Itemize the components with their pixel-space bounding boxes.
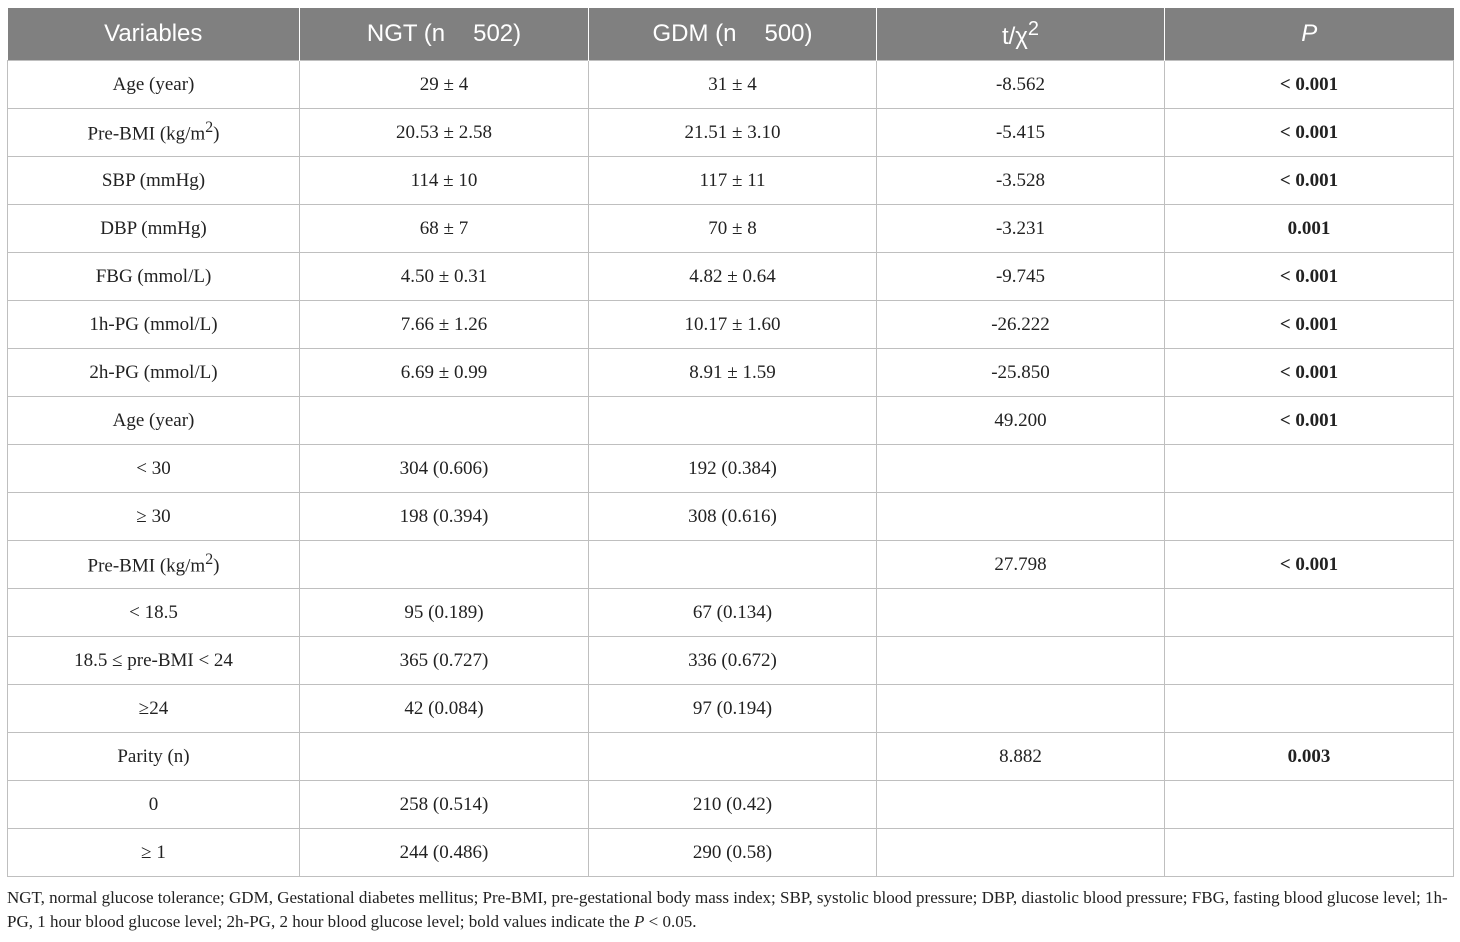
header-variables: Variables xyxy=(8,8,300,61)
table-row xyxy=(8,397,1454,445)
variable-label: 1h-PG (mmol/L) xyxy=(89,313,218,335)
cell-p xyxy=(1165,637,1454,685)
table-row xyxy=(8,445,1454,493)
cell-variable xyxy=(8,301,300,349)
cell-p: < 0.001 xyxy=(1165,157,1454,205)
cell-p xyxy=(1165,589,1454,637)
table-row xyxy=(8,157,1454,205)
cell-p: 0.003 xyxy=(1165,733,1454,781)
cell-ngt: 365 (0.727) xyxy=(300,637,589,685)
cell-gdm: 192 (0.384) xyxy=(589,445,877,493)
table-row xyxy=(8,733,1454,781)
cell-stat xyxy=(877,829,1165,877)
cell-p: < 0.001 xyxy=(1165,541,1454,589)
variable-suffix: ) xyxy=(213,123,220,145)
variable-label: Parity (n) xyxy=(117,745,190,767)
cell-p xyxy=(1165,493,1454,541)
table-footnote xyxy=(7,886,1457,934)
cell-gdm: 8.91 ± 1.59 xyxy=(589,349,877,397)
cell-gdm: 290 (0.58) xyxy=(589,829,877,877)
cell-stat xyxy=(877,493,1165,541)
cell-gdm: 336 (0.672) xyxy=(589,637,877,685)
cell-variable xyxy=(8,445,300,493)
cell-ngt: 244 (0.486) xyxy=(300,829,589,877)
cell-p: < 0.001 xyxy=(1165,253,1454,301)
table-row xyxy=(8,829,1454,877)
cell-ngt: 42 (0.084) xyxy=(300,685,589,733)
cell-p xyxy=(1165,685,1454,733)
table-row xyxy=(8,541,1454,589)
cell-p: < 0.001 xyxy=(1165,397,1454,445)
variable-label: 18.5 ≤ pre-BMI < 24 xyxy=(74,649,233,671)
cell-ngt: 68 ± 7 xyxy=(300,205,589,253)
cell-gdm: 70 ± 8 xyxy=(589,205,877,253)
cell-ngt: 95 (0.189) xyxy=(300,589,589,637)
cell-stat: -3.528 xyxy=(877,157,1165,205)
cell-p xyxy=(1165,781,1454,829)
cell-stat: -5.415 xyxy=(877,109,1165,157)
cell-stat: 8.882 xyxy=(877,733,1165,781)
cell-gdm xyxy=(589,397,877,445)
cell-gdm: 21.51 ± 3.10 xyxy=(589,109,877,157)
variable-sup: 2 xyxy=(205,119,214,137)
cell-stat: 49.200 xyxy=(877,397,1165,445)
table-container xyxy=(7,8,1453,877)
header-ngt-label: NGT (n xyxy=(366,20,446,47)
header-p: P xyxy=(1165,8,1454,61)
table-row xyxy=(8,205,1454,253)
cell-ngt xyxy=(300,733,589,781)
data-table xyxy=(7,8,1454,877)
table-row xyxy=(8,61,1454,109)
cell-variable xyxy=(8,397,300,445)
cell-stat: -25.850 xyxy=(877,349,1165,397)
variable-label: ≥ 1 xyxy=(141,841,166,863)
cell-variable xyxy=(8,61,300,109)
table-row xyxy=(8,589,1454,637)
cell-stat: -26.222 xyxy=(877,301,1165,349)
cell-ngt: 304 (0.606) xyxy=(300,445,589,493)
variable-sup: 2 xyxy=(205,551,214,569)
cell-p: 0.001 xyxy=(1165,205,1454,253)
cell-variable xyxy=(8,541,300,589)
table-row xyxy=(8,109,1454,157)
table-header xyxy=(8,8,1454,61)
cell-variable xyxy=(8,637,300,685)
cell-stat xyxy=(877,637,1165,685)
cell-stat xyxy=(877,781,1165,829)
cell-stat: -3.231 xyxy=(877,205,1165,253)
variable-label: Pre-BMI (kg/m xyxy=(87,123,206,145)
cell-variable xyxy=(8,685,300,733)
cell-p: < 0.001 xyxy=(1165,301,1454,349)
table-row xyxy=(8,685,1454,733)
cell-variable xyxy=(8,157,300,205)
table-body xyxy=(8,61,1454,877)
cell-ngt: 20.53 ± 2.58 xyxy=(300,109,589,157)
cell-variable xyxy=(8,589,300,637)
table-row xyxy=(8,301,1454,349)
cell-gdm: 117 ± 11 xyxy=(589,157,877,205)
footnote-text: NGT, normal glucose tolerance; GDM, Gestational diabetes mellitus; Pre-BMI, pre-gestational body mass index; SBP, systolic blood pressure; DBP, diastolic blood pressure; FBG, fasting blood glucose level; 1h-PG, 1 hour blood glucose level; 2h-PG, 2 hour blood glucose level; bold values indicate the xyxy=(7,888,1448,931)
cell-gdm: 4.82 ± 0.64 xyxy=(589,253,877,301)
variable-label: < 30 xyxy=(136,457,171,479)
cell-ngt: 198 (0.394) xyxy=(300,493,589,541)
cell-ngt: 258 (0.514) xyxy=(300,781,589,829)
variable-label: ≥ 30 xyxy=(136,505,171,527)
cell-gdm: 210 (0.42) xyxy=(589,781,877,829)
cell-p: < 0.001 xyxy=(1165,109,1454,157)
table-row xyxy=(8,637,1454,685)
cell-ngt: 114 ± 10 xyxy=(300,157,589,205)
variable-label: 0 xyxy=(148,793,159,815)
cell-variable xyxy=(8,109,300,157)
header-ngt-count: 502) xyxy=(473,20,522,47)
table-row xyxy=(8,493,1454,541)
variable-label: SBP (mmHg) xyxy=(101,169,206,191)
variable-suffix: ) xyxy=(213,555,220,577)
cell-p: < 0.001 xyxy=(1165,61,1454,109)
header-stat-label: t/χ xyxy=(1001,22,1028,50)
cell-ngt: 29 ± 4 xyxy=(300,61,589,109)
cell-ngt xyxy=(300,541,589,589)
footnote-p-symbol: P xyxy=(634,912,645,931)
cell-gdm: 31 ± 4 xyxy=(589,61,877,109)
variable-label: < 18.5 xyxy=(129,601,178,623)
header-gdm xyxy=(589,8,877,61)
cell-variable xyxy=(8,781,300,829)
cell-variable xyxy=(8,253,300,301)
footnote-tail: < 0.05. xyxy=(644,912,697,931)
cell-ngt xyxy=(300,397,589,445)
variable-label: ≥24 xyxy=(138,697,169,719)
cell-gdm: 10.17 ± 1.60 xyxy=(589,301,877,349)
cell-stat xyxy=(877,445,1165,493)
cell-gdm xyxy=(589,733,877,781)
cell-gdm xyxy=(589,541,877,589)
cell-gdm: 67 (0.134) xyxy=(589,589,877,637)
table-row xyxy=(8,349,1454,397)
cell-stat xyxy=(877,685,1165,733)
cell-gdm: 97 (0.194) xyxy=(589,685,877,733)
cell-gdm: 308 (0.616) xyxy=(589,493,877,541)
header-stat-sup: 2 xyxy=(1027,17,1040,40)
header-gdm-label: GDM (n xyxy=(652,20,737,47)
cell-stat: -9.745 xyxy=(877,253,1165,301)
cell-variable xyxy=(8,205,300,253)
variable-label: DBP (mmHg) xyxy=(100,217,207,239)
cell-ngt: 4.50 ± 0.31 xyxy=(300,253,589,301)
cell-variable xyxy=(8,349,300,397)
variable-label: Age (year) xyxy=(112,73,195,95)
header-stat xyxy=(877,8,1165,61)
cell-stat xyxy=(877,589,1165,637)
cell-variable xyxy=(8,829,300,877)
variable-label: FBG (mmol/L) xyxy=(95,265,212,287)
cell-variable xyxy=(8,493,300,541)
variable-label: Age (year) xyxy=(112,409,195,431)
table-row xyxy=(8,253,1454,301)
cell-ngt: 6.69 ± 0.99 xyxy=(300,349,589,397)
header-ngt xyxy=(300,8,589,61)
cell-stat: 27.798 xyxy=(877,541,1165,589)
cell-variable xyxy=(8,733,300,781)
cell-stat: -8.562 xyxy=(877,61,1165,109)
variable-label: Pre-BMI (kg/m xyxy=(87,555,206,577)
variable-label: 2h-PG (mmol/L) xyxy=(89,361,218,383)
cell-ngt: 7.66 ± 1.26 xyxy=(300,301,589,349)
header-gdm-count: 500) xyxy=(764,20,813,47)
table-row xyxy=(8,781,1454,829)
cell-p: < 0.001 xyxy=(1165,349,1454,397)
cell-p xyxy=(1165,445,1454,493)
cell-p xyxy=(1165,829,1454,877)
